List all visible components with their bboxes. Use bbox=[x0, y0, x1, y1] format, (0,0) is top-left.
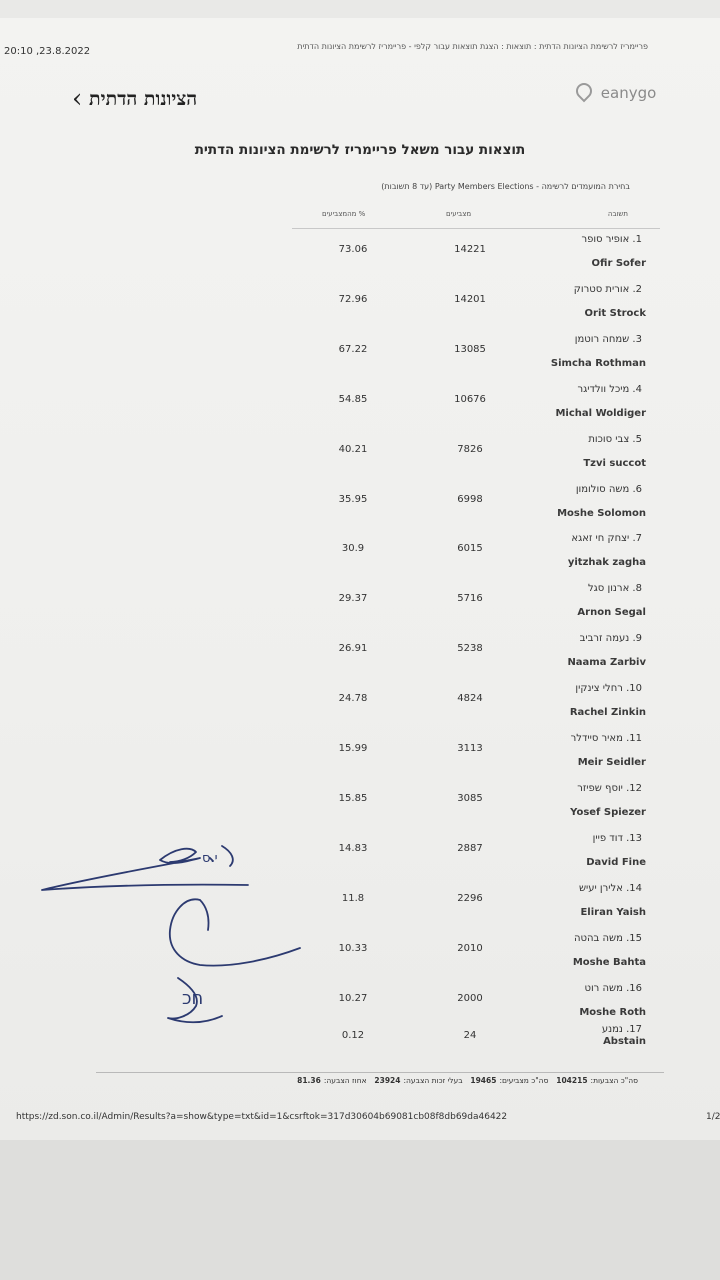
vote-count: 2010 bbox=[457, 942, 483, 954]
vote-percent: 73.06 bbox=[338, 244, 368, 255]
turnout-label: אחוז הצבעה: bbox=[323, 1076, 367, 1085]
turnout-percent: 81.36 bbox=[297, 1076, 321, 1085]
vote-percent: 54.85 bbox=[338, 393, 368, 405]
signature-initials: חכ bbox=[182, 988, 204, 1009]
candidate-name-english: Rachel Zinkin bbox=[569, 707, 646, 719]
candidate-name-hebrew: 13. דוד פיין bbox=[592, 832, 642, 844]
total-voters-label: סה"כ מצביעים: bbox=[499, 1076, 549, 1085]
candidate-name-english: Orit Strock bbox=[584, 307, 646, 319]
column-header-answer: תשובה bbox=[607, 210, 628, 218]
print-datetime: 20:10 ,23.8.2022 bbox=[4, 46, 91, 57]
vote-percent: 29.37 bbox=[338, 593, 368, 605]
column-header-percent: % מהמצביעים bbox=[322, 210, 366, 218]
party-logo-chevron-icon: › bbox=[72, 84, 83, 114]
vote-count: 10676 bbox=[454, 393, 486, 405]
candidate-name-hebrew: 3. שמחה רוטמן bbox=[574, 333, 642, 345]
vote-percent: 30.9 bbox=[341, 543, 365, 555]
vote-percent: 26.91 bbox=[338, 643, 368, 655]
column-header-votes: מצביעים bbox=[446, 210, 472, 218]
total-votes-label: סה"כ הצבעות: bbox=[590, 1076, 638, 1085]
page-title: תוצאות עבור משאל פריימריז לרשימת הציונות הדתית bbox=[194, 142, 526, 158]
candidate-name-hebrew: 12. יוסף שפיזר bbox=[577, 782, 642, 794]
party-logo-text: הציונות הדתית bbox=[89, 88, 198, 110]
candidate-name-hebrew: 7. יצחק חי זאגא bbox=[571, 533, 642, 545]
vote-count: 14221 bbox=[454, 244, 486, 255]
vote-percent: 15.99 bbox=[338, 743, 368, 754]
vote-percent: 15.85 bbox=[338, 792, 368, 804]
vote-count: 5716 bbox=[457, 593, 483, 605]
vote-count: 7826 bbox=[457, 443, 483, 455]
candidate-name-english: Moshe Solomon bbox=[557, 507, 646, 519]
vote-percent: 24.78 bbox=[338, 693, 368, 705]
vote-percent: 67.22 bbox=[338, 343, 368, 355]
candidate-name-english: David Fine bbox=[586, 856, 646, 868]
candidate-name-hebrew: 5. צבי סוכות bbox=[588, 433, 642, 445]
vote-count: 5238 bbox=[457, 643, 483, 655]
candidate-name-english: Tzvi succot bbox=[583, 457, 646, 469]
candidate-name-english: Meir Seidler bbox=[577, 757, 646, 768]
candidate-name-hebrew: 14. אלירן יעיש bbox=[578, 882, 642, 894]
candidate-name-english: yitzhak zagha bbox=[567, 557, 646, 569]
vote-count: 14201 bbox=[454, 293, 486, 305]
vendor-logo-text: eanygo bbox=[600, 84, 657, 102]
candidate-name-hebrew: 1. אופיר סופר bbox=[581, 234, 642, 245]
print-url: https://zd.son.co.il/Admin/Results?a=show&type=txt&id=1&csrftok=317d30604b69081cb08f8db69da46422 bbox=[16, 1112, 508, 1122]
candidate-name-english: Moshe Roth bbox=[579, 1006, 646, 1018]
vote-percent: 35.95 bbox=[338, 493, 368, 505]
vote-percent: 10.33 bbox=[338, 942, 368, 954]
candidate-name-english: Arnon Segal bbox=[577, 607, 646, 619]
candidate-name-hebrew: 9. נעמה זרביב bbox=[579, 633, 642, 645]
vote-percent: 10.27 bbox=[338, 992, 368, 1004]
candidate-name-english: Simcha Rothman bbox=[550, 357, 646, 369]
page-number: 1/2 bbox=[706, 1112, 720, 1122]
total-voters: 19465 bbox=[470, 1076, 497, 1085]
eligible-label: בעלי זכות הצבעה: bbox=[403, 1076, 463, 1085]
vote-count: 2887 bbox=[457, 842, 483, 854]
candidate-name-english: Ofir Sofer bbox=[591, 258, 646, 269]
candidate-name-hebrew: 17. נמנע bbox=[601, 1024, 642, 1036]
vote-count: 13085 bbox=[454, 343, 486, 355]
eligible-voters: 23924 bbox=[374, 1076, 401, 1085]
candidate-name-english: Eliran Yaish bbox=[580, 906, 646, 918]
vote-count: 4824 bbox=[457, 693, 483, 705]
vote-count: 6015 bbox=[457, 543, 483, 555]
vote-percent: 11.8 bbox=[341, 892, 365, 904]
candidate-name-hebrew: 15. משה בהטה bbox=[573, 932, 642, 944]
candidate-name-hebrew: 6. משה סולומון bbox=[575, 483, 642, 495]
total-votes: 104215 bbox=[556, 1076, 588, 1085]
candidate-name-english: Abstain bbox=[603, 1036, 646, 1048]
candidate-name-hebrew: 10. רחלי צינקין bbox=[575, 683, 642, 695]
signature-stroke-3 bbox=[170, 899, 300, 965]
candidate-name-english: Moshe Bahta bbox=[572, 956, 646, 968]
vote-percent: 14.83 bbox=[338, 842, 368, 854]
candidate-name-english: Michal Woldiger bbox=[555, 407, 646, 419]
candidate-name-english: Yosef Spiezer bbox=[570, 806, 646, 818]
vote-count: 3113 bbox=[457, 743, 483, 754]
print-breadcrumb: פריימריז לרשימת הציונות הדתית : תוצאות : הצגת תוצאות עבור קלפי - פריימריז לרשימת הציונות הדתית bbox=[297, 42, 648, 51]
question-subtitle: בחירת המועמדים לרשימה - Party Members Elections (עד 8 תשובות) bbox=[381, 182, 630, 191]
vote-count: 24 bbox=[463, 1030, 477, 1042]
vote-percent: 40.21 bbox=[338, 443, 368, 455]
candidate-name-hebrew: 16. משה רוט bbox=[584, 982, 642, 994]
vote-percent: 72.96 bbox=[338, 293, 368, 305]
vote-count: 6998 bbox=[457, 493, 483, 505]
candidate-name-hebrew: 8. ארנון סגל bbox=[588, 583, 642, 595]
candidate-name-hebrew: 2. אורית סטרוק bbox=[573, 283, 642, 295]
candidate-name-english: Naama Zarbiv bbox=[567, 657, 646, 669]
vote-count: 3085 bbox=[457, 792, 483, 804]
handwritten-note: י.ס bbox=[202, 851, 218, 866]
vote-count: 2296 bbox=[457, 892, 483, 904]
vote-count: 2000 bbox=[457, 992, 483, 1004]
vote-percent: 0.12 bbox=[341, 1030, 365, 1042]
candidate-name-hebrew: 4. מיכל וולדיגר bbox=[577, 383, 642, 395]
candidate-name-hebrew: 11. מאיר סיידלר bbox=[570, 733, 642, 744]
